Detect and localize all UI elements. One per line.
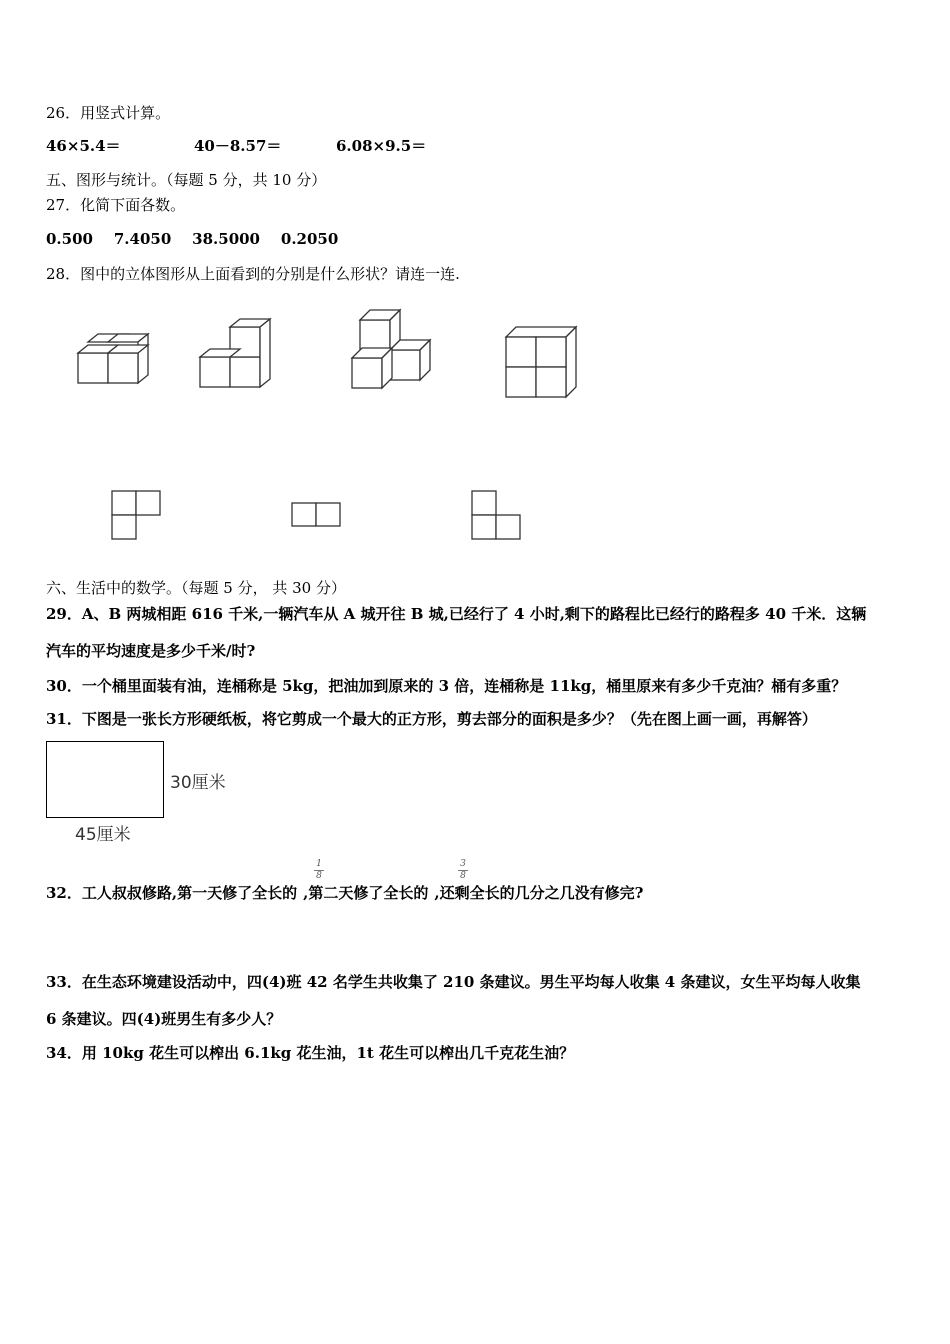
top-view-3 <box>472 491 520 539</box>
q33-line1: 33．在生态环境建设活动中，四(4)班 42 名学生共收集了 210 条建议。男生平均每人收集 4 条建议，女生平均每人收集 <box>46 973 861 991</box>
expr-1: 46×5.4＝ <box>46 137 121 155</box>
fraction-one-eighth: 1 8 <box>314 860 324 881</box>
section6-title: 六、生活中的数学。（每题 5 分， 共 30 分） <box>46 579 346 597</box>
top-view-2 <box>292 503 340 526</box>
q27-title: 27．化简下面各数。 <box>46 196 186 214</box>
q34-text: 34．用 10kg 花生可以榨出 6.1kg 花生油，1t 花生可以榨出几千克花生油？ <box>46 1044 575 1062</box>
top-view-1 <box>112 491 160 539</box>
solid-figure-4 <box>506 327 576 397</box>
q27-numbers: 0.500 7.4050 38.5000 0.2050 <box>46 230 339 248</box>
solid-figure-1 <box>78 334 148 383</box>
cardboard-rectangle <box>46 741 164 818</box>
q29-line2: 汽车的平均速度是多少千米/时? <box>46 642 256 660</box>
width-label: 45厘米 <box>75 825 131 845</box>
q28-title: 28．图中的立体图形从上面看到的分别是什么形状？请连一连. <box>46 265 460 283</box>
expr-3: 6.08×9.5＝ <box>336 137 427 155</box>
height-label: 30厘米 <box>170 773 226 793</box>
section5-title: 五、图形与统计。（每题 5 分，共 10 分） <box>46 171 327 189</box>
q31-text: 31．下图是一张长方形硬纸板，将它剪成一个最大的正方形，剪去部分的面积是多少？（先在图上画一画，再解答） <box>46 710 817 728</box>
top-view-shapes <box>100 485 540 545</box>
q26-title: 26．用竖式计算。 <box>46 104 171 122</box>
q32-text <box>46 883 643 903</box>
q29-line1: 29．A、B 两城相距 616 千米,一辆汽车从 A 城开往 B 城,已经行了 4 小时,剩下的路程比已经行的路程多 40 千米．这辆 <box>46 605 867 623</box>
solid-figures <box>70 300 590 410</box>
solid-figure-3 <box>352 310 430 388</box>
q30-text: 30．一个桶里面装有油，连桶称是 5kg，把油加到原来的 3 倍，连桶称是 11kg，桶里原来有多少千克油？桶有多重？ <box>46 677 847 695</box>
q32-part3: ,还剩全长的几分之几没有修完? <box>434 884 644 902</box>
q26-expressions <box>46 136 546 156</box>
q32-part2: ,第二天修了全长的 <box>303 884 429 902</box>
q33-line2: 6 条建议。四(4)班男生有多少人？ <box>46 1010 282 1028</box>
expr-2: 40－8.57＝ <box>194 137 282 155</box>
q32-part1: 32．工人叔叔修路,第一天修了全长的 <box>46 884 298 902</box>
fraction-three-eighths: 3 8 <box>458 860 468 881</box>
solid-figure-2 <box>200 319 270 387</box>
